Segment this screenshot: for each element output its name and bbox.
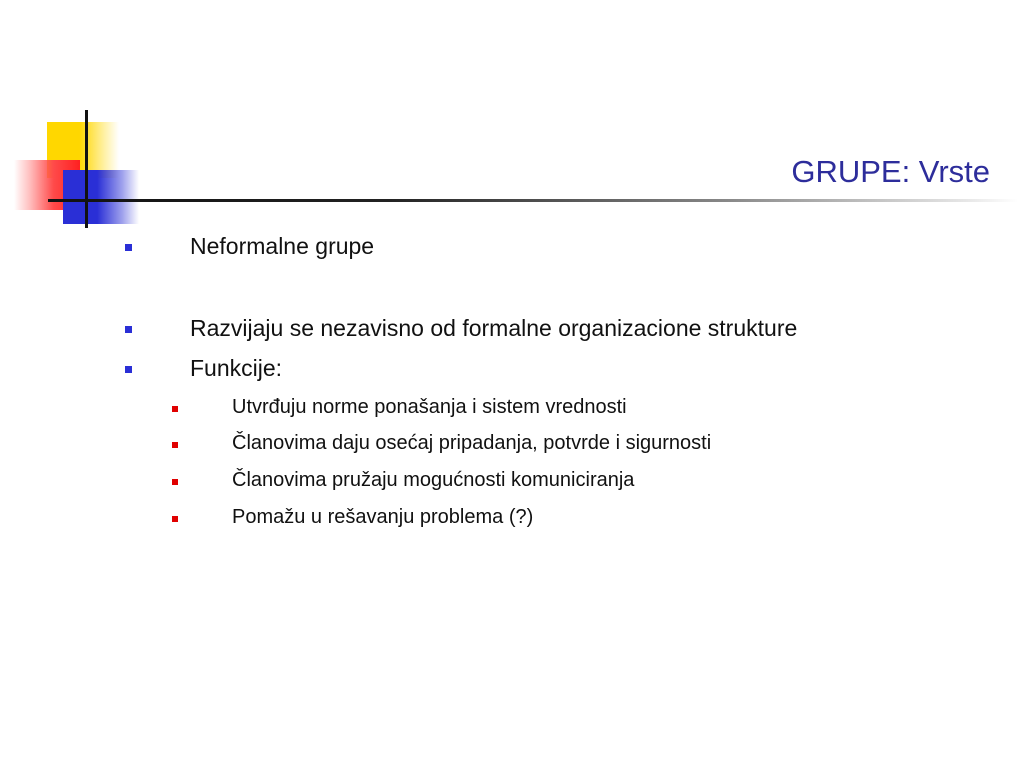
sub-bullet-marker xyxy=(172,479,178,485)
list-item: Neformalne grupe xyxy=(190,233,375,259)
sub-list-item: Članovima pružaju mogućnosti komuniciranja xyxy=(232,469,635,491)
bullet-marker xyxy=(125,326,132,333)
bullet-marker xyxy=(125,366,132,373)
blue-square-decoration xyxy=(63,170,139,224)
bullet-marker xyxy=(125,244,132,251)
list-item: Razvijaju se nezavisno od formalne organizacione strukture xyxy=(190,315,798,341)
decorative-logo xyxy=(0,0,160,240)
sub-bullet-marker xyxy=(172,442,178,448)
vertical-rule xyxy=(85,110,88,228)
list-item: Funkcije: xyxy=(190,355,283,381)
title-underline xyxy=(48,199,1018,202)
sub-bullet-marker xyxy=(172,406,178,412)
sub-bullet-marker xyxy=(172,516,178,522)
sub-list-item: Članovima daju osećaj pripadanja, potvrde i sigurnosti xyxy=(232,432,712,454)
slide-title: GRUPE: Vrste xyxy=(791,154,990,189)
sub-list-item: Utvrđuju norme ponašanja i sistem vrednosti xyxy=(232,396,627,418)
sub-list-item: Pomažu u rešavanju problema (?) xyxy=(232,506,534,528)
